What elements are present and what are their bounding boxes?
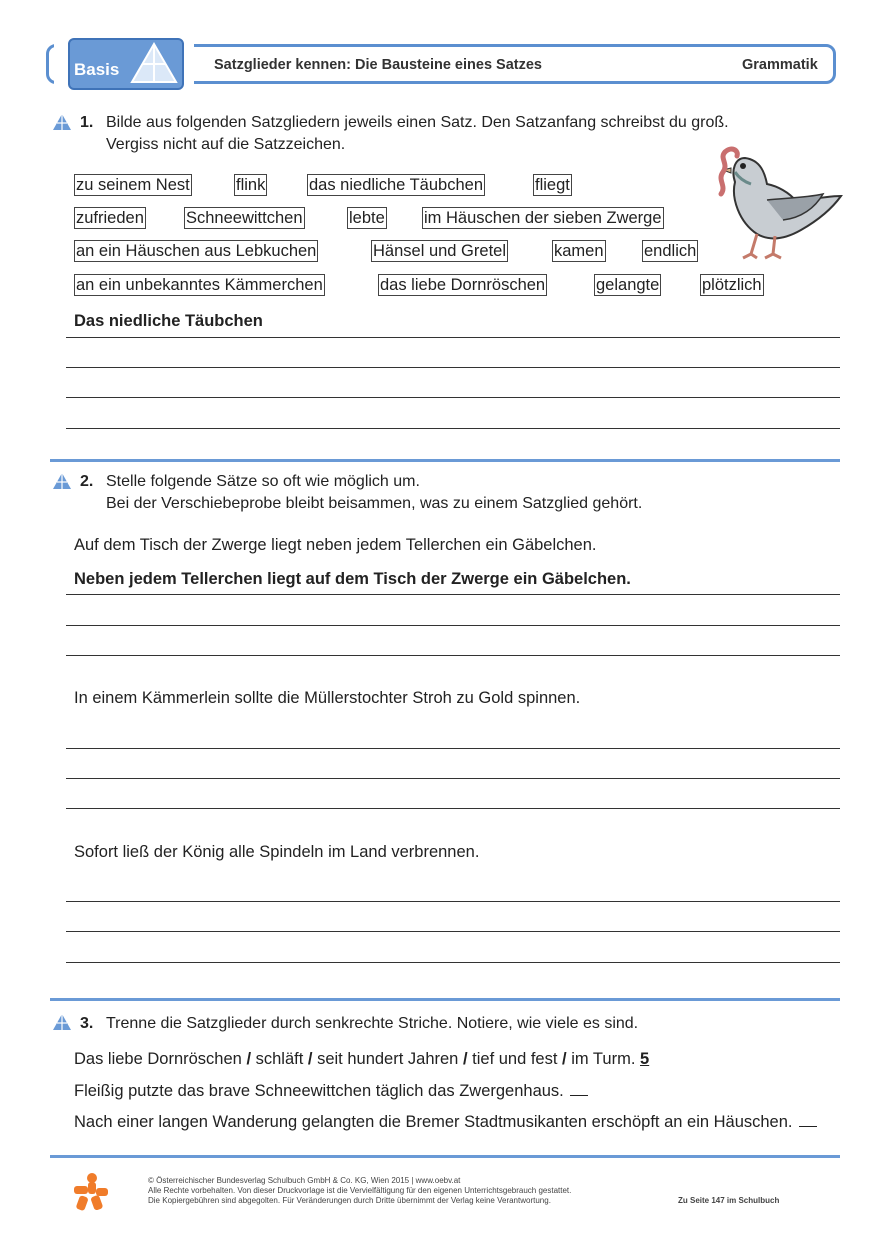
- task-2-sentence-3: Sofort ließ der König alle Spindeln im Land verbrennen.: [74, 843, 480, 861]
- task-1-number: 1.: [80, 114, 94, 131]
- task-3-example: [74, 1050, 649, 1069]
- pigeon-illustration: [705, 138, 847, 264]
- answer-line[interactable]: [66, 367, 840, 368]
- chip: gelangte: [596, 276, 660, 294]
- divider-slash: /: [246, 1050, 252, 1068]
- footer-page-ref: Zu Seite 147 im Schulbuch: [678, 1196, 780, 1205]
- divider-slash: /: [462, 1050, 468, 1068]
- task-3-sentence-3: Nach einer langen Wanderung gelangten die Bremer Stadtmusikanten erschöpft an ein Häuschen.: [74, 1113, 793, 1131]
- answer-line[interactable]: [66, 962, 840, 963]
- chip: zufrieden: [76, 209, 144, 227]
- chip: fliegt: [535, 176, 570, 194]
- phrase: schläft: [255, 1050, 304, 1068]
- task-3-instruction: Trenne die Satzglieder durch senkrechte Striche. Notiere, wie viele es sind.: [106, 1015, 639, 1032]
- chip: an ein Häuschen aus Lebkuchen: [76, 242, 317, 260]
- task-pyramid-icon: [52, 472, 72, 490]
- answer-line[interactable]: [66, 337, 840, 338]
- footer-line: Alle Rechte vorbehalten. Von dieser Druckvorlage ist die Vervielfältigung für den eigenen Unterrichtsgebrauch gestattet.: [148, 1186, 572, 1195]
- divider-slash: /: [562, 1050, 567, 1068]
- task-2-example: Neben jedem Tellerchen liegt auf dem Tisch der Zwerge ein Gäbelchen.: [74, 570, 631, 588]
- chip: das liebe Dornröschen: [380, 276, 546, 294]
- chip: Schneewittchen: [186, 209, 303, 227]
- chip: an ein unbekanntes Kämmerchen: [76, 276, 323, 294]
- footer-line: © Österreichischer Bundesverlag Schulbuch GmbH & Co. KG, Wien 2015 | www.oebv.at: [148, 1176, 461, 1185]
- chip: kamen: [554, 242, 604, 260]
- task-2-instruction-line1: Stelle folgende Sätze so oft wie möglich um.: [106, 473, 420, 490]
- task-2-sentence-1: Auf dem Tisch der Zwerge liegt neben jedem Tellerchen ein Gäbelchen.: [74, 536, 597, 554]
- badge-label: Basis: [74, 60, 120, 79]
- answer-line[interactable]: [66, 594, 840, 595]
- task-1-instruction-line1: Bilde aus folgenden Satzgliedern jeweils einen Satz. Den Satzanfang schreibst du groß.: [106, 114, 729, 131]
- phrase: im Turm.: [571, 1050, 636, 1068]
- divider-slash: /: [307, 1050, 313, 1068]
- task-pyramid-icon: [52, 113, 72, 131]
- subject-label: Grammatik: [742, 57, 818, 73]
- chip: plötzlich: [702, 276, 762, 294]
- answer-line[interactable]: [66, 428, 840, 429]
- answer-line[interactable]: [66, 625, 840, 626]
- phrase: Das liebe Dornröschen: [74, 1050, 242, 1068]
- task-2-instruction-line2: Bei der Verschiebeprobe bleibt beisammen, was zu einem Satzglied gehört.: [106, 495, 643, 512]
- example-count: 5: [640, 1050, 650, 1068]
- task-3-item-3: [74, 1112, 817, 1132]
- footer-line: Die Kopiergebühren sind abgegolten. Für Veränderungen durch Dritte übernimmt der Verlag keine Verantwortung.: [148, 1196, 551, 1205]
- task-2-number: 2.: [80, 473, 94, 490]
- answer-line[interactable]: [66, 901, 840, 902]
- answer-line[interactable]: [66, 397, 840, 398]
- answer-line[interactable]: [66, 931, 840, 932]
- phrase: tief und fest: [472, 1050, 558, 1068]
- task-1-instruction-line2: Vergiss nicht auf die Satzzeichen.: [106, 136, 346, 153]
- answer-line[interactable]: [66, 808, 840, 809]
- chip: endlich: [644, 242, 697, 260]
- count-blank[interactable]: [570, 1081, 588, 1096]
- footer-copyright: [148, 1176, 571, 1206]
- publisher-logo: [70, 1172, 110, 1212]
- count-blank[interactable]: [799, 1112, 817, 1127]
- chip: zu seinem Nest: [76, 176, 190, 194]
- section-divider: [50, 998, 840, 1001]
- pyramid-icon: [128, 42, 180, 86]
- task-3-sentence-2: Fleißig putzte das brave Schneewittchen täglich das Zwergenhaus.: [74, 1082, 564, 1100]
- answer-line[interactable]: [66, 748, 840, 749]
- answer-line[interactable]: [66, 778, 840, 779]
- answer-line[interactable]: [66, 655, 840, 656]
- task-3-item-2: [74, 1081, 588, 1101]
- chip: das niedliche Täubchen: [309, 176, 483, 194]
- page-title: Satzglieder kennen: Die Bausteine eines Satzes: [214, 57, 542, 73]
- task-3-number: 3.: [80, 1015, 94, 1032]
- chip: flink: [236, 176, 266, 194]
- chip: im Häuschen der sieben Zwerge: [424, 209, 662, 227]
- task-2-sentence-2: In einem Kämmerlein sollte die Müllerstochter Stroh zu Gold spinnen.: [74, 689, 581, 707]
- phrase: seit hundert Jahren: [317, 1050, 459, 1068]
- chip: lebte: [349, 209, 385, 227]
- task-1-example: Das niedliche Täubchen: [74, 312, 263, 330]
- footer-divider: [50, 1155, 840, 1158]
- task-pyramid-icon: [52, 1013, 72, 1031]
- section-divider: [50, 459, 840, 462]
- chip: Hänsel und Gretel: [373, 242, 506, 260]
